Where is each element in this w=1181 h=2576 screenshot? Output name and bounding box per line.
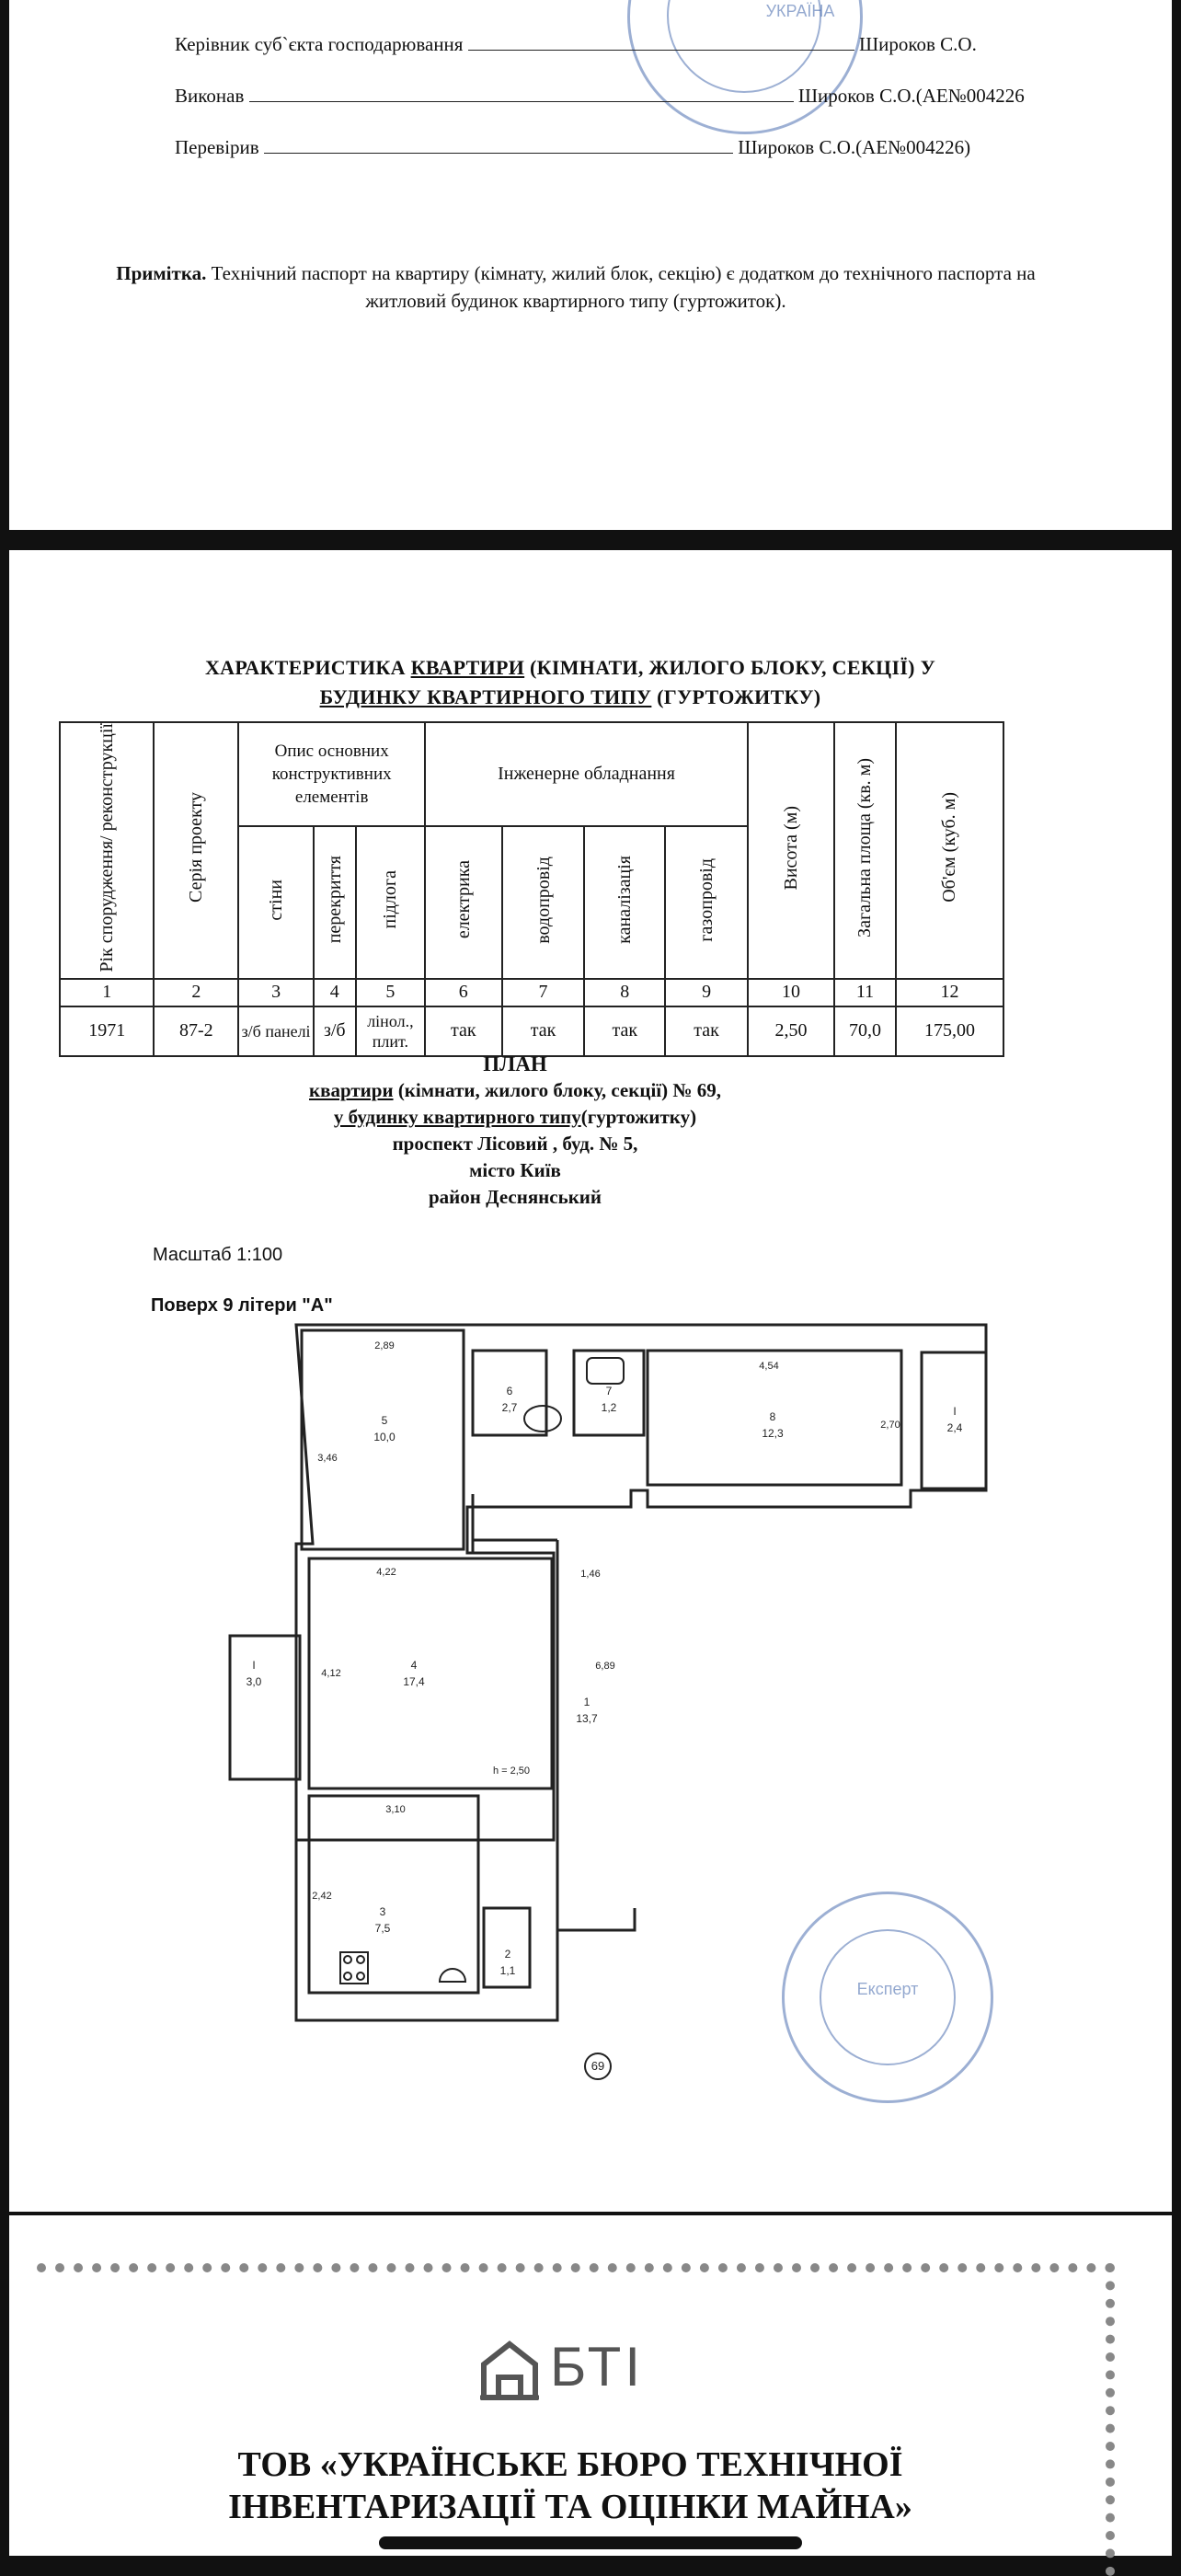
table-cell: 7 xyxy=(502,979,585,1006)
plan-scale: Масштаб 1:100 xyxy=(153,1245,283,1265)
document-page-3 xyxy=(9,2215,1172,2556)
organization-name xyxy=(147,2444,993,2528)
title-text-underlined: БУДИНКУ КВАРТИРНОГО ТИПУ xyxy=(319,685,652,708)
header-volume: Об'єм (куб. м) xyxy=(896,722,1003,979)
plan-address: проспект Лісовий , буд. № 5, xyxy=(392,1133,638,1155)
room-area: 2,7 xyxy=(501,1401,518,1414)
table-cell: 8 xyxy=(584,979,665,1006)
header-height: Висота (м) xyxy=(748,722,834,979)
room-number: 7 xyxy=(605,1385,613,1397)
room-number: 1 xyxy=(583,1696,590,1708)
room-number: 4 xyxy=(410,1659,418,1672)
room-area: 12,3 xyxy=(762,1427,784,1440)
dimension-label: 2,70 xyxy=(880,1420,900,1431)
signature-name: Широков С.О. xyxy=(858,33,977,55)
plan-line-underlined: квартири xyxy=(309,1079,394,1101)
header-gas: газопровід xyxy=(665,826,748,978)
header-structure: Опис основних конструктивних елементів xyxy=(238,722,425,826)
table-cell: з/б панелі xyxy=(238,1006,313,1056)
table-cell: 6 xyxy=(425,979,502,1006)
dimension-label: 3,10 xyxy=(385,1804,406,1815)
header-electricity: електрика xyxy=(425,826,502,978)
dimension-label: 1,46 xyxy=(580,1569,601,1580)
title-text-underlined: КВАРТИРИ xyxy=(410,656,525,679)
room-number: 6 xyxy=(506,1385,513,1397)
signature-label: Виконав xyxy=(175,85,245,107)
stamp-label: УКРАЇНА xyxy=(765,2,835,20)
table-cell: так xyxy=(425,1006,502,1056)
floor-plan-drawing xyxy=(9,550,1172,2212)
plan-line: (кімнати, жилого блоку, секції) № 69, xyxy=(393,1079,721,1101)
room-area: 1,2 xyxy=(601,1401,617,1414)
bti-logo-text: БТІ xyxy=(550,2336,644,2398)
signature-label: Керівник суб`єкта господарювання xyxy=(175,33,464,55)
dimension-label: 4,54 xyxy=(759,1361,779,1372)
document-page-2 xyxy=(9,550,1172,2212)
note-text: Технічний паспорт на квартиру (кімнату, жилий блок, секцію) є додатком до технічного паспорта на житловий будинок квартирного типу (гуртожиток). xyxy=(211,262,1036,312)
table-cell: 11 xyxy=(834,979,896,1006)
table-cell: 3 xyxy=(238,979,313,1006)
room-area: 17,4 xyxy=(403,1675,425,1688)
room-area: 1,1 xyxy=(499,1964,516,1977)
dimension-label: 2,42 xyxy=(312,1891,332,1902)
note-label: Примітка. xyxy=(116,262,207,284)
stamp-label: Експерт xyxy=(856,1980,919,1998)
signature-line-head xyxy=(175,33,977,56)
table-cell: так xyxy=(584,1006,665,1056)
table-cell: 10 xyxy=(748,979,834,1006)
table-cell: 4 xyxy=(314,979,356,1006)
signature-line-checker xyxy=(175,136,970,159)
signature-name: Широков С.О.(АЕ№004226 xyxy=(797,85,1025,107)
room-area: 3,0 xyxy=(246,1675,262,1688)
plan-title: ПЛАН xyxy=(483,1052,547,1075)
header-flooring: підлога xyxy=(356,826,425,978)
dimension-label: h = 2,50 xyxy=(492,1765,531,1777)
header-ceilings: перекриття xyxy=(314,826,356,978)
organization-line: ТОВ «УКРАЇНСЬКЕ БЮРО ТЕХНІЧНОЇ xyxy=(237,2445,903,2484)
table-cell: 175,00 xyxy=(896,1006,1003,1056)
table-cell: 12 xyxy=(896,979,1003,1006)
dimension-label: 6,89 xyxy=(595,1661,615,1672)
signature-name: Широков С.О.(АЕ№004226) xyxy=(738,136,971,158)
dimension-label: 4,22 xyxy=(376,1567,396,1578)
table-cell: 5 xyxy=(356,979,425,1006)
plan-district: район Деснянський xyxy=(428,1186,602,1208)
room-number: 5 xyxy=(381,1414,388,1427)
note-paragraph xyxy=(97,259,1054,315)
dimension-label: 2,89 xyxy=(374,1340,395,1351)
header-sewer: каналізація xyxy=(584,826,665,978)
organization-line: ІНВЕНТАРИЗАЦІЇ ТА ОЦІНКИ МАЙНА» xyxy=(228,2488,912,2526)
signature-line-executor xyxy=(175,85,1025,108)
table-cell: так xyxy=(665,1006,748,1056)
plan-city: місто Київ xyxy=(469,1159,561,1181)
dimension-label: 3,46 xyxy=(317,1453,338,1464)
header-series: Серія проекту xyxy=(154,722,238,979)
room-area: 10,0 xyxy=(373,1431,396,1443)
table-cell: 87-2 xyxy=(154,1006,238,1056)
plan-floor-label: Поверх 9 літери "А" xyxy=(151,1295,333,1316)
home-indicator[interactable] xyxy=(379,2536,802,2549)
header-engineering: Інженерне обладнання xyxy=(425,722,748,826)
decorative-frame xyxy=(37,2263,1115,2576)
header-walls: стіни xyxy=(238,826,313,978)
room-number: I xyxy=(953,1405,957,1418)
table-cell: 9 xyxy=(665,979,748,1006)
room-area: 2,4 xyxy=(946,1421,963,1434)
header-year: Рік спорудження/ реконструкції xyxy=(60,722,154,979)
title-text: (КІМНАТИ, ЖИЛОГО БЛОКУ, СЕКЦІЇ) У xyxy=(524,656,936,679)
table-cell: 2,50 xyxy=(748,1006,834,1056)
plan-line: (гуртожитку) xyxy=(580,1106,697,1128)
room-number: 3 xyxy=(379,1905,386,1918)
table-cell: 70,0 xyxy=(834,1006,896,1056)
room-number: 2 xyxy=(504,1948,511,1961)
apartment-number-marker: 69 xyxy=(590,2059,605,2073)
plan-line-underlined: у будинку квартирного типу xyxy=(333,1106,581,1128)
room-area: 13,7 xyxy=(576,1712,598,1725)
title-text: (ГУРТОЖИТКУ) xyxy=(651,685,821,708)
table-cell: так xyxy=(502,1006,585,1056)
dimension-label: 4,12 xyxy=(321,1668,341,1679)
table-cell: 1 xyxy=(60,979,154,1006)
room-number: 8 xyxy=(769,1410,776,1423)
table-cell: 2 xyxy=(154,979,238,1006)
room-area: 7,5 xyxy=(374,1922,391,1935)
header-water: водопровід xyxy=(502,826,585,978)
signature-label: Перевірив xyxy=(175,136,259,158)
title-text: ХАРАКТЕРИСТИКА xyxy=(204,656,411,679)
header-area: Загальна площа (кв. м) xyxy=(834,722,896,979)
table-cell: з/б xyxy=(314,1006,356,1056)
table-cell: 1971 xyxy=(60,1006,154,1056)
document-page-1 xyxy=(9,0,1172,530)
room-number: I xyxy=(252,1659,256,1672)
table-cell: лінол., плит. xyxy=(356,1006,425,1056)
